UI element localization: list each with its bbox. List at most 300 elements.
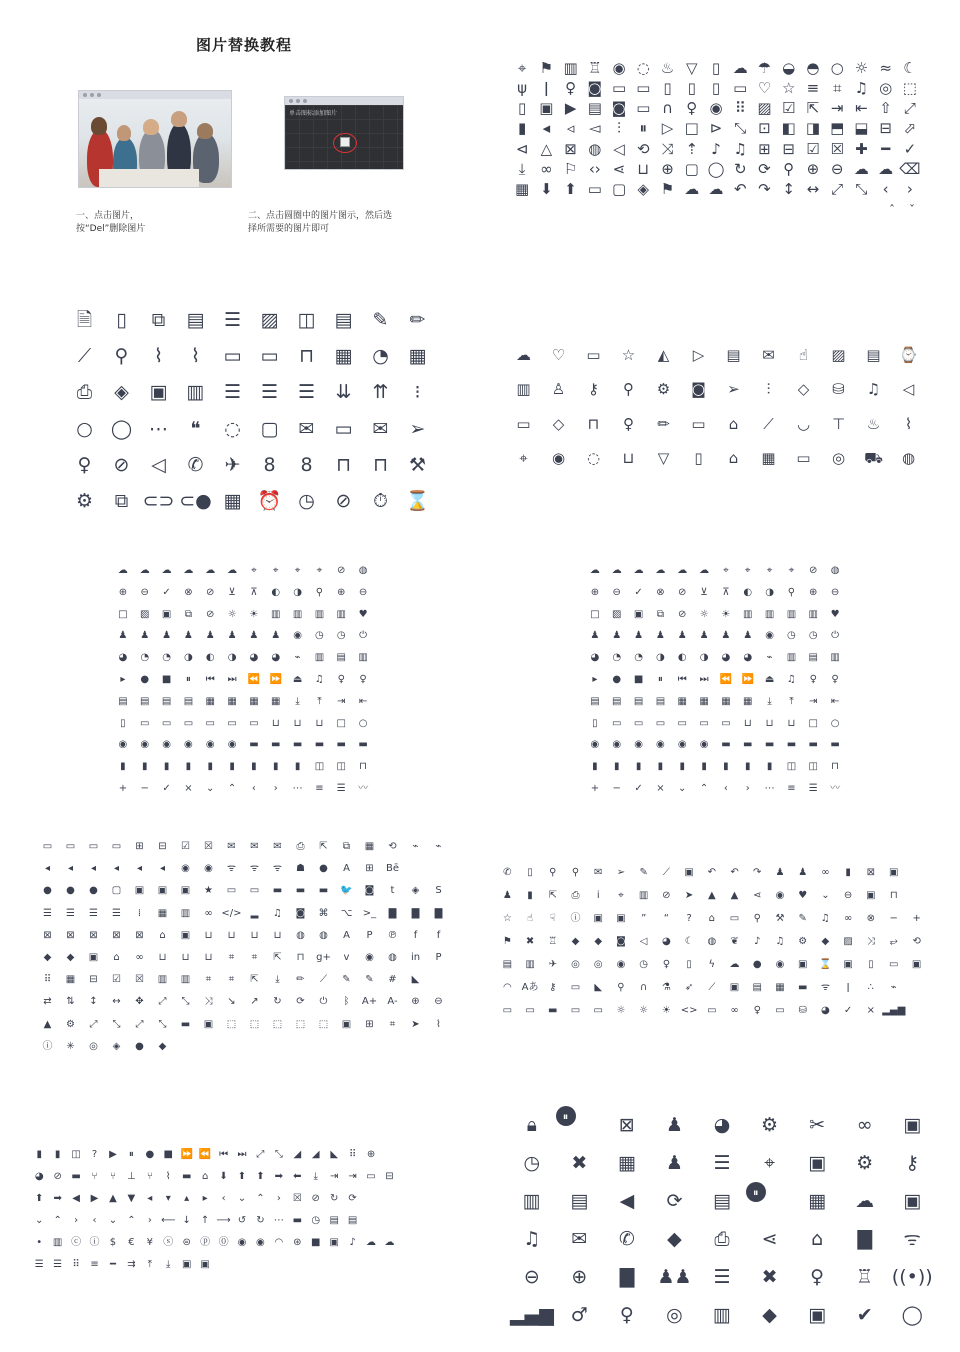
square-icon: □ <box>808 717 818 729</box>
spotify-icon: ◉ <box>365 952 374 964</box>
pie-quarter-icon: ◔ <box>162 652 171 664</box>
note-icon: ♪ <box>711 139 721 158</box>
battery-low-icon: ▭ <box>249 885 260 897</box>
crop-rotate-icon: ⌗ <box>389 1018 396 1030</box>
cloud-download-icon: ☁ <box>878 159 894 178</box>
cloud-alt-icon: ☁ <box>708 180 724 199</box>
trash-icon: ▥ <box>52 1237 63 1248</box>
equalizer-icon: ⫶ <box>766 380 771 399</box>
vertical-arrows-icon: ↕ <box>782 180 795 199</box>
paypal-icon: P <box>435 952 442 964</box>
blank-37 <box>380 1254 398 1276</box>
folder-add-icon: ▬ <box>764 739 775 751</box>
collapse-icon: ⤡ <box>112 1018 121 1030</box>
pda-icon: ▯ <box>686 958 692 970</box>
bulb-icon: ♀ <box>810 1265 825 1288</box>
reply-icon: ↶ <box>707 867 716 879</box>
soundcloud-icon: ◍ <box>388 952 397 964</box>
chevron-left-icon: ‹ <box>723 783 728 795</box>
pin-plus-icon: ⌖ <box>294 564 301 576</box>
image-icon: ▨ <box>140 608 150 620</box>
link-icon: ∞ <box>843 913 853 925</box>
printer-icon: ⎙ <box>76 381 93 404</box>
square-icon: □ <box>336 717 346 729</box>
trend-icon: ⌁ <box>412 841 419 853</box>
code-icon: ‹› <box>588 159 601 178</box>
pause-icon: ⏸ <box>185 673 191 685</box>
tablet-icon: ▭ <box>140 717 150 729</box>
send-icon: ➢ <box>616 867 626 879</box>
medal-icon: ◉ <box>612 58 626 77</box>
music-icon: ♫ <box>866 380 881 399</box>
bubble-icon: ◌ <box>586 449 601 468</box>
briefcase-icon: ▤ <box>587 99 602 118</box>
user-alt-icon: ♟ <box>612 630 622 642</box>
tag-icon: ◆ <box>43 952 52 964</box>
trophy-icon: ♖ <box>856 1265 874 1288</box>
bulb-icon: ♀ <box>623 414 634 433</box>
network-icon: ⊛ <box>293 1237 302 1248</box>
sync-icon: ⟳ <box>758 159 771 178</box>
select-down-icon: ⬚ <box>295 1018 306 1030</box>
chevron-up-icon: ⌃ <box>699 783 709 795</box>
plus-circle-icon: ⊕ <box>118 586 128 598</box>
google-plus-icon: g+ <box>316 952 331 964</box>
headphones-icon: ∩ <box>662 99 674 118</box>
minus-box-icon: ⊟ <box>385 1171 394 1182</box>
down-arrow-icon: ⌄ <box>821 890 830 902</box>
speaker-icon: ◉ <box>709 99 723 118</box>
star-icon: ☆ <box>502 913 512 925</box>
battery-half-icon: ▭ <box>570 1004 581 1016</box>
chart-up-icon: ▇ <box>857 1227 872 1250</box>
home-icon: ⌂ <box>201 1171 209 1182</box>
speaker-icon: ◀ <box>619 1189 635 1212</box>
check-circle-icon: ◯ <box>707 159 725 178</box>
sun-icon: ☼ <box>699 608 709 620</box>
align-left-icon: ☰ <box>66 907 75 919</box>
video-icon: ▷ <box>692 345 705 364</box>
chat-icon: ▣ <box>684 867 694 879</box>
cart-icon: ⊠ <box>564 139 577 158</box>
upload-box-icon: ⇧ <box>879 99 892 118</box>
gift-icon: ▦ <box>515 180 530 199</box>
example-photo-slide[interactable] <box>78 90 232 188</box>
clip-icon: ⌇ <box>153 344 164 367</box>
trash-icon: ▥ <box>522 1189 541 1212</box>
briefcase-icon: ▣ <box>88 952 99 964</box>
eject-icon: ⏏ <box>764 673 775 685</box>
wifi-icon: ᯤ <box>272 863 283 875</box>
disc-icon: ◎ <box>831 449 846 468</box>
printer-icon: ⎙ <box>714 1227 730 1250</box>
user-icon: ♟ <box>590 630 600 642</box>
user-icon: ♟ <box>775 867 785 879</box>
icon-set-outline-large <box>66 302 436 520</box>
sync-icon: ⟳ <box>296 996 305 1008</box>
pie-three-icon: ◕ <box>743 652 753 664</box>
home-icon: ⌂ <box>811 1227 824 1250</box>
redo-icon: ↻ <box>256 1215 265 1226</box>
cards-icon: ▣ <box>843 958 853 970</box>
folder-alt-icon: ▬ <box>336 739 346 751</box>
calendar-day-icon: ▦ <box>743 695 753 707</box>
document-icon: ▤ <box>713 1189 731 1212</box>
pie-full-icon: ◕ <box>721 652 731 664</box>
eraser-icon: ◆ <box>158 1040 167 1052</box>
unlock-icon: ⊓ <box>296 952 305 964</box>
search-icon: ⚲ <box>753 913 761 925</box>
monitor-icon: ▭ <box>889 958 899 970</box>
bags-icon: ▣ <box>903 1189 922 1212</box>
select-right-icon: ⬚ <box>318 1018 329 1030</box>
contact-icon: ▣ <box>341 1018 352 1030</box>
block-icon: ⊘ <box>206 586 215 598</box>
file-remove-icon: ▮ <box>163 761 170 773</box>
window-icon: ▭ <box>42 841 53 853</box>
lab-icon: ⚗ <box>661 981 671 993</box>
pause-icon: ⏸ <box>556 1106 576 1126</box>
right-circle-icon: ◑ <box>293 586 302 598</box>
eye-off-icon: ◉ <box>204 863 213 875</box>
remove-circle-icon: ⊖ <box>434 996 443 1008</box>
compass-icon: ⊘ <box>809 564 818 576</box>
wrench-icon: ⚒ <box>408 453 427 476</box>
sort-up-icon: ⇈ <box>372 381 389 404</box>
nd-icon: ⊜ <box>182 1237 191 1248</box>
user-remove-icon: ♟ <box>205 630 215 642</box>
skip-forward-icon: ◉ <box>227 739 237 751</box>
camera-icon: ◙ <box>611 99 627 118</box>
thumbs-down-icon: ☟ <box>549 913 556 925</box>
save-icon: ▣ <box>203 1018 214 1030</box>
refresh-icon: ⟳ <box>348 1193 357 1204</box>
bell-icon: ♫ <box>786 673 796 685</box>
expand-icon: ⤢ <box>158 996 167 1008</box>
close-circle-icon: ⊗ <box>184 586 193 598</box>
cloud-icon: ☁ <box>117 564 128 576</box>
icon-set-mini-bottom-left <box>30 1144 454 1276</box>
skype-icon: S <box>435 885 442 897</box>
inbox-icon: ⊔ <box>158 952 167 964</box>
plus-icon: ✚ <box>855 139 868 158</box>
window-minus-icon: ⊟ <box>158 841 167 853</box>
link-icon: ∞ <box>540 159 553 178</box>
info-icon: i <box>596 890 600 902</box>
calendar-icon: ▦ <box>761 449 776 468</box>
right-circle-icon: ◑ <box>765 586 774 598</box>
prev-icon: ⏮ <box>219 1149 229 1160</box>
chevron-right-icon: › <box>745 783 750 795</box>
pie-left-icon: ◐ <box>205 652 215 664</box>
chain-icon: ⌇ <box>165 1171 171 1182</box>
chat-dots-icon: ● <box>66 885 75 897</box>
folder-icon: ▬ <box>721 739 731 751</box>
zoom-out-icon: ⊖ <box>830 586 840 598</box>
block-alt-icon: ⊘ <box>206 608 215 620</box>
placeholder-label: 单击图标添加图片 <box>289 110 338 117</box>
expand-icon: ⤢ <box>903 99 916 118</box>
image-icon: ▨ <box>612 608 622 620</box>
key-icon: ⚷ <box>549 981 557 993</box>
icon-set-thin-line-extra <box>882 200 922 220</box>
camera-icon: ◙ <box>616 935 626 947</box>
cart-full-icon: ⊕ <box>661 159 674 178</box>
shrink-icon: ⤡ <box>274 1149 283 1160</box>
mic-alt-icon: ♀ <box>831 673 839 685</box>
chevron-left-icon: ‹ <box>882 180 889 199</box>
cloud-upload-icon: ☁ <box>655 564 666 576</box>
chevron-right-icon: › <box>273 783 278 795</box>
tools-icon: ✖ <box>525 935 535 947</box>
bookmark-icon: ⊓ <box>359 761 367 773</box>
archive-icon: ▣ <box>889 867 899 879</box>
chat-quote-icon: ❝ <box>190 417 201 440</box>
notepad-remove-icon: ▤ <box>655 695 666 707</box>
file-check-icon: ▮ <box>207 761 213 773</box>
tshirt-icon: ⊤ <box>831 414 846 433</box>
shuffle-icon: ⤨ <box>661 139 674 158</box>
folder-check-icon: ▬ <box>830 739 840 751</box>
eye-icon: ◉ <box>775 890 785 902</box>
download-icon: ⤓ <box>275 974 280 986</box>
right-big-icon: › <box>147 1215 152 1226</box>
external-icon: ⇱ <box>250 974 259 986</box>
prev-icon: ⏮ <box>205 673 215 685</box>
caret-down-icon: ▾ <box>165 1193 171 1204</box>
upload-icon: ⤒ <box>147 1259 153 1270</box>
notepad-add-icon: ▤ <box>161 695 172 707</box>
monitor-check-icon: ▭ <box>227 717 237 729</box>
cloud-icon: ☁ <box>684 180 700 199</box>
placeholder-slide[interactable] <box>284 96 404 170</box>
tray-up-icon: ⊔ <box>293 717 302 729</box>
umbrella-icon: ☂ <box>757 58 772 77</box>
icon-set-small-right <box>584 560 846 800</box>
tablet-icon: ▯ <box>687 78 696 97</box>
vertical-icon: ↕ <box>89 996 98 1008</box>
female-icon: ♀ <box>619 1303 634 1326</box>
insert-picture-icon[interactable] <box>340 137 350 147</box>
down-big-icon: ⌄ <box>108 1215 118 1226</box>
gear-icon: ⚙ <box>656 380 671 399</box>
pages-icon: ⧉ <box>151 308 166 331</box>
layout-alt-icon: ▥ <box>180 974 191 986</box>
refresh-icon: ⟳ <box>666 1189 683 1212</box>
file-down-icon: ▮ <box>766 761 773 773</box>
zoom-in-icon: ⊕ <box>806 159 820 178</box>
lollipop-icon: ♀ <box>565 78 577 97</box>
menu-icon: ≡ <box>315 783 324 795</box>
compass-icon: ⊘ <box>335 490 352 513</box>
stop-icon: ■ <box>163 1149 173 1160</box>
line-chart-icon: ⌁ <box>766 652 773 664</box>
volume-up-icon: ◂ <box>136 863 143 875</box>
upload-icon: ⤒ <box>317 695 322 707</box>
inbox-alt-icon: ⊔ <box>181 952 190 964</box>
heart-icon: ♡ <box>757 78 772 97</box>
dot-icon: • <box>36 1237 43 1248</box>
mic-icon: ♀ <box>77 453 92 476</box>
book-icon: ◫ <box>297 308 316 331</box>
calculator-icon: ▦ <box>408 344 427 367</box>
mustache-icon: 〰 <box>830 783 841 795</box>
tray-icon: ⊔ <box>315 717 324 729</box>
trophy-icon: ♖ <box>588 58 602 77</box>
crop-icon: ⌗ <box>228 952 235 964</box>
prev-circle-icon: ◉ <box>634 739 643 751</box>
group-icon: ♟♟ <box>657 1265 692 1288</box>
drop-icon: ◌ <box>636 58 650 77</box>
crop-icon: ⌗ <box>832 78 842 97</box>
tag-icon: ◈ <box>637 180 650 199</box>
bookmarks-icon: ▮ <box>54 1149 61 1160</box>
rewind-icon: ⏪ <box>247 673 261 685</box>
clock-icon: ◷ <box>787 630 796 642</box>
nc-jp-icon: ¥ <box>146 1237 153 1248</box>
edit-icon: ✎ <box>342 974 351 986</box>
calendar-icon: ▦ <box>205 695 215 707</box>
user-edit-icon: ♟ <box>655 630 665 642</box>
speech-icon: ○ <box>76 417 93 440</box>
male-icon: ♂ <box>570 1303 588 1326</box>
ring-icon: ◯ <box>901 1303 923 1326</box>
grid-icon: ⠿ <box>348 1149 357 1160</box>
tumblr-icon: t <box>390 885 395 897</box>
sun-alt-icon: ☀ <box>721 608 731 620</box>
share-icon: ⇱ <box>319 841 328 853</box>
stumble-icon: ◍ <box>319 929 328 941</box>
stop-circle-icon: ◉ <box>140 739 150 751</box>
lock-icon: 🔒︎ <box>526 1113 537 1136</box>
expand-icon: ⤢ <box>256 1149 265 1160</box>
question-icon: ? <box>686 913 692 925</box>
shuffle-icon: ⤨ <box>204 996 213 1008</box>
cash-icon: ▭ <box>587 180 602 199</box>
image-icon: ▨ <box>843 935 853 947</box>
mail-send-icon: ✉ <box>273 841 282 853</box>
blank-7 <box>905 999 928 1022</box>
left-box-icon: ◧ <box>781 119 796 138</box>
option-icon: ⌥ <box>340 907 353 919</box>
gallery-icon: ▣ <box>161 608 172 620</box>
target-icon: ◎ <box>89 1040 98 1052</box>
pd-icon: ⓟ <box>200 1237 211 1248</box>
list-icon: ≡ <box>806 78 820 97</box>
contact-list-icon: 8 <box>300 453 313 476</box>
warning-icon: ▲ <box>43 1018 52 1030</box>
mic-icon: ♀ <box>809 673 817 685</box>
arrow-left-circle-icon: ◀ <box>72 1193 80 1204</box>
line-chart-icon: ⌁ <box>294 652 301 664</box>
team-photo[interactable] <box>79 99 231 187</box>
upload-icon: ⤒ <box>789 695 794 707</box>
blank-15 <box>362 1188 380 1210</box>
login-icon: ⇥ <box>348 1171 357 1182</box>
blank-39 <box>417 1254 435 1276</box>
arrow-up-long-icon: ↑ <box>200 1215 210 1226</box>
chevron-down-icon: ⌄ <box>237 1193 247 1204</box>
megaphone-icon: ◁ <box>902 380 915 399</box>
sunrise-icon: ◒ <box>782 58 796 77</box>
nc-icon: $ <box>109 1237 117 1248</box>
monitor-icon: ▭ <box>691 414 706 433</box>
undo-icon: ↺ <box>237 1215 247 1226</box>
close-square-icon: ☒ <box>135 974 144 986</box>
file-lock-icon: ▮ <box>701 761 707 773</box>
alarm-icon: ◷ <box>808 630 818 642</box>
notes-icon: ▤ <box>329 1215 339 1226</box>
rewind-icon: ⊲ <box>515 139 529 158</box>
message-icon: ▣ <box>616 913 626 925</box>
toggle-on-icon: ⊂● <box>179 490 212 513</box>
card-icon: ▭ <box>334 417 353 440</box>
shrink-icon: ⤡ <box>181 996 190 1008</box>
indent-icon: ⇉ <box>127 1259 136 1270</box>
chat-icon: ▣ <box>903 1113 922 1136</box>
bookmark-icon: ⊓ <box>831 761 839 773</box>
link-icon: ∞ <box>204 907 213 919</box>
blank-24 <box>436 1210 454 1232</box>
chevron-right-icon: › <box>276 1193 281 1204</box>
tv-icon: ▭ <box>586 345 601 364</box>
monitor-check-icon: ▭ <box>699 717 709 729</box>
target-icon: ◎ <box>879 78 893 97</box>
plus-circle-icon: ⊕ <box>590 586 600 598</box>
calendar-icon: ▦ <box>808 1189 827 1212</box>
pen-icon: ✎ <box>639 867 648 879</box>
upload-icon: ⇡ <box>685 139 699 158</box>
zoom-in-icon: ⊕ <box>809 586 818 598</box>
book-icon: ◫ <box>808 761 818 773</box>
bar-chart-icon: ▥ <box>786 652 797 664</box>
chevron-right-icon: › <box>906 180 913 199</box>
ticket-icon: ◆ <box>571 935 580 947</box>
monitor-up-icon: ▭ <box>249 717 259 729</box>
mustache-icon: 〰 <box>358 783 369 795</box>
paperclip-icon: ⌇ <box>190 344 201 367</box>
cloud-icon: ☁ <box>366 1237 377 1248</box>
monitor-alt-icon: ▭ <box>707 1004 717 1016</box>
stopwatch-icon: ⏱ <box>373 490 388 513</box>
zoom-out-icon: ⊖ <box>358 586 368 598</box>
notepad-remove-icon: ▤ <box>183 695 194 707</box>
share-icon: ◁ <box>613 139 625 158</box>
map-arrow-icon: ▥ <box>314 608 325 620</box>
moon-icon: ☾ <box>903 58 917 77</box>
grid-icon: ▦ <box>157 907 168 919</box>
folder-icon: ▬ <box>249 739 259 751</box>
person-arms-icon: ♟ <box>665 1113 683 1136</box>
rss-icon: ◣ <box>411 974 420 986</box>
apps-icon: ⠿ <box>734 99 746 118</box>
user-circle-icon: ◉ <box>765 630 774 642</box>
reply-icon: ↶ <box>733 180 747 199</box>
expand-arrows-icon: ⤢ <box>831 180 844 199</box>
calendar-day-icon: ▦ <box>271 695 281 707</box>
right-small-icon: › <box>74 1215 79 1226</box>
trash-icon: ▥ <box>180 907 191 919</box>
blank-25 <box>399 1232 417 1254</box>
cloud-sync-icon: ☁ <box>161 564 172 576</box>
hourglass-icon: ⌛ <box>405 490 430 513</box>
location-icon: ⌖ <box>618 890 624 902</box>
users-icon: ♟ <box>798 867 808 879</box>
notepad-add-icon: ▤ <box>633 695 644 707</box>
edit-icon: ✎ <box>372 308 389 331</box>
twitter-icon: 🐦 <box>340 885 353 897</box>
chevron-up-icon: ⌃ <box>256 1193 265 1204</box>
